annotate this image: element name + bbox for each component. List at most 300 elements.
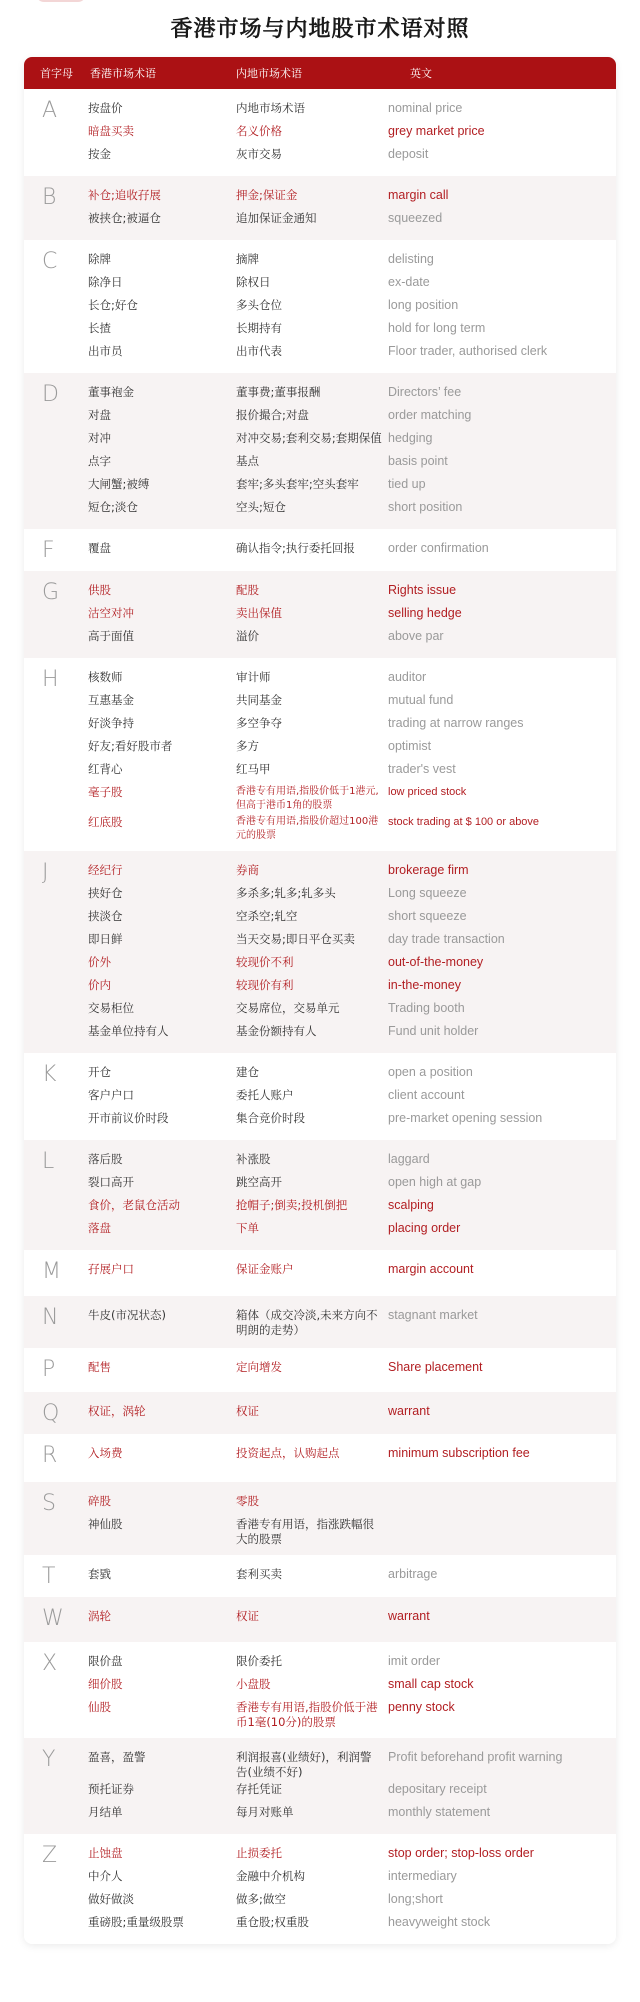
- table-row: [82, 691, 616, 714]
- hk-term-cell: 权证，涡轮: [88, 1404, 146, 1418]
- mainland-term-cell: 押金;保证金: [236, 188, 298, 202]
- section-letter: K: [42, 1062, 57, 1087]
- table-row: [82, 1607, 616, 1630]
- header-mainland-term: 内地市场术语: [236, 67, 302, 80]
- hk-term-cell: 重磅股;重量级股票: [88, 1915, 184, 1929]
- mainland-term-cell: 香港专有用语,指股价超过100港元的股票: [236, 816, 379, 841]
- section-rows: [82, 581, 616, 650]
- english-term-cell: Floor trader, authorised clerk: [388, 344, 548, 358]
- section-rows: [82, 1565, 616, 1589]
- table-row: [82, 122, 616, 145]
- hk-term-cell: 沽空对冲: [88, 606, 134, 620]
- section-rows: [82, 1063, 616, 1132]
- table-row: [82, 1358, 616, 1381]
- mainland-term-cell: 补涨股: [236, 1152, 271, 1166]
- section-j: [24, 851, 616, 1053]
- section-h: [24, 658, 616, 851]
- section-k: [24, 1053, 616, 1140]
- section-rows: [82, 1492, 616, 1547]
- table-row: [82, 627, 616, 650]
- english-term-cell: short position: [388, 500, 463, 514]
- table-row: [82, 783, 616, 813]
- table-row: [82, 760, 616, 783]
- header-english: 英文: [410, 67, 432, 80]
- section-rows: [82, 539, 616, 563]
- english-term-cell: mutual fund: [388, 693, 454, 707]
- section-a: [24, 89, 616, 176]
- table-row: [82, 1444, 616, 1467]
- table-row: [82, 452, 616, 475]
- english-term-cell: [382, 1517, 616, 1547]
- table-row: [82, 714, 616, 737]
- hk-term-cell: 对盘: [88, 408, 111, 422]
- hk-term-cell: 客户户口: [88, 1088, 134, 1102]
- english-term-cell: tied up: [388, 477, 426, 491]
- section-rows: [82, 1844, 616, 1936]
- section-x: [24, 1642, 616, 1738]
- mainland-term-cell: 建仓: [236, 1065, 259, 1079]
- mainland-term-cell: 报价撮合;对盘: [236, 408, 309, 422]
- english-term-cell: hedging: [388, 431, 433, 445]
- hk-term-cell: 挟淡仓: [88, 909, 123, 923]
- mainland-term-cell: 抢帽子;倒卖;投机倒把: [236, 1198, 348, 1212]
- hk-term-cell: 挟好仓: [88, 886, 123, 900]
- table-row: [82, 319, 616, 342]
- hk-term-cell: 开市前议价时段: [88, 1111, 169, 1125]
- mainland-term-cell: 红马甲: [236, 762, 271, 776]
- mainland-term-cell: 存托凭证: [236, 1782, 282, 1796]
- mainland-term-cell: 多头仓位: [236, 298, 282, 312]
- english-term-cell: optimist: [388, 739, 432, 753]
- table-row: [82, 1402, 616, 1425]
- table-row: [82, 1492, 616, 1515]
- hk-term-cell: 基金单位持有人: [88, 1024, 169, 1038]
- table-row: [82, 475, 616, 498]
- hk-term-cell: 细价股: [88, 1677, 123, 1691]
- english-term-cell: stock trading at $ 100 or above: [388, 816, 540, 828]
- mainland-term-cell: 零股: [236, 1494, 259, 1508]
- table-row: [82, 1109, 616, 1132]
- section-letter: J: [42, 860, 49, 885]
- table-row: [82, 1913, 616, 1936]
- english-term-cell: trader's vest: [388, 762, 456, 776]
- hk-term-cell: 做好做淡: [88, 1892, 134, 1906]
- mainland-term-cell: 溢价: [236, 629, 259, 643]
- english-term-cell: hold for long term: [388, 321, 486, 335]
- hk-term-cell: 红背心: [88, 762, 123, 776]
- hk-term-cell: 除净日: [88, 275, 123, 289]
- english-term-cell: brokerage firm: [388, 863, 469, 877]
- table-row: [82, 907, 616, 930]
- english-term-cell: open a position: [388, 1065, 473, 1079]
- english-term-cell: stop order; stop-loss order: [388, 1846, 534, 1860]
- table-row: [82, 668, 616, 691]
- mainland-term-cell: 权证: [236, 1609, 259, 1623]
- hk-term-cell: 出市员: [88, 344, 123, 358]
- hk-term-cell: 配售: [88, 1360, 111, 1374]
- section-rows: [82, 99, 616, 168]
- english-term-cell: heavyweight stock: [388, 1915, 491, 1929]
- mainland-term-cell: 灰市交易: [236, 147, 282, 161]
- english-term-cell: deposit: [388, 147, 429, 161]
- section-letter: A: [42, 98, 58, 123]
- english-term-cell: delisting: [388, 252, 434, 266]
- section-letter: D: [42, 382, 59, 407]
- table-row: [82, 209, 616, 232]
- table-row: [82, 930, 616, 953]
- hk-term-cell: 按盘价: [88, 101, 123, 115]
- english-term-cell: auditor: [388, 670, 427, 684]
- english-term-cell: order matching: [388, 408, 472, 422]
- mainland-term-cell: 香港专有用语，指涨跌幅很大的股票: [236, 1517, 374, 1546]
- section-letter: S: [42, 1491, 56, 1516]
- hk-term-cell: 好友;看好股市者: [88, 739, 173, 753]
- hk-term-cell: 覆盘: [88, 541, 111, 555]
- table-row: [82, 1260, 616, 1283]
- table-row: [82, 273, 616, 296]
- table-row: [82, 1022, 616, 1045]
- section-letter: Q: [42, 1401, 60, 1426]
- english-term-cell: ex-date: [388, 275, 430, 289]
- hk-term-cell: 长仓;好仓: [88, 298, 138, 312]
- section-rows: [82, 1260, 616, 1288]
- english-term-cell: trading at narrow ranges: [388, 716, 524, 730]
- mainland-term-cell: 做多;做空: [236, 1892, 286, 1906]
- hk-term-cell: 盈喜，盈警: [88, 1750, 146, 1764]
- english-term-cell: stagnant market: [388, 1308, 478, 1322]
- section-letter: Y: [42, 1747, 56, 1772]
- mainland-term-cell: 配股: [236, 583, 259, 597]
- table-row: [82, 884, 616, 907]
- english-term-cell: day trade transaction: [388, 932, 505, 946]
- english-term-cell: order confirmation: [388, 541, 489, 555]
- mainland-term-cell: 董事费;董事报酬: [236, 385, 321, 399]
- section-rows: [82, 1607, 616, 1634]
- english-term-cell: in-the-money: [388, 978, 461, 992]
- section-n: [24, 1296, 616, 1348]
- section-letter: L: [42, 1149, 55, 1174]
- mainland-term-cell: 箱体（成交冷淡,未来方向不明朗的走势）: [236, 1308, 378, 1337]
- mainland-term-cell: 香港专有用语,指股价低于1港元,但高于港币1角的股票: [236, 786, 379, 811]
- hk-term-cell: 点字: [88, 454, 111, 468]
- mainland-term-cell: 套利买卖: [236, 1567, 282, 1581]
- table-row: [82, 1063, 616, 1086]
- section-letter: N: [42, 1305, 59, 1330]
- table-row: [82, 813, 616, 843]
- section-d: [24, 373, 616, 529]
- mainland-term-cell: 长期持有: [236, 321, 282, 335]
- english-term-cell: Fund unit holder: [388, 1024, 479, 1038]
- hk-term-cell: 核数师: [88, 670, 123, 684]
- mainland-term-cell: 套牢;多头套牢;空头套牢: [236, 477, 359, 491]
- hk-term-cell: 短仓;淡仓: [88, 500, 138, 514]
- table-row: [82, 1219, 616, 1242]
- hk-term-cell: 毫子股: [88, 785, 123, 799]
- english-term-cell: arbitrage: [388, 1567, 438, 1581]
- section-rows: [82, 383, 616, 521]
- table-row: [82, 953, 616, 976]
- section-s: [24, 1482, 616, 1555]
- hk-term-cell: 限价盘: [88, 1654, 123, 1668]
- english-term-cell: open high at gap: [388, 1175, 482, 1189]
- table-row: [82, 186, 616, 209]
- section-letter: W: [42, 1606, 64, 1631]
- mainland-term-cell: 追加保证金通知: [236, 211, 317, 225]
- section-letter: R: [42, 1443, 58, 1468]
- table-row: [82, 539, 616, 562]
- table-row: [82, 999, 616, 1022]
- section-q: [24, 1392, 616, 1434]
- section-rows: [82, 1444, 616, 1474]
- english-term-cell: long;short: [388, 1892, 443, 1906]
- mainland-term-cell: 出市代表: [236, 344, 282, 358]
- section-rows: [82, 1306, 616, 1340]
- mainland-term-cell: 小盘股: [236, 1677, 271, 1691]
- english-term-cell: squeezed: [388, 211, 443, 225]
- mainland-term-cell: 卖出保值: [236, 606, 282, 620]
- english-term-cell: out-of-the-money: [388, 955, 484, 969]
- english-term-cell: basis point: [388, 454, 448, 468]
- hk-term-cell: 交易柜位: [88, 1001, 134, 1015]
- table-row: [82, 1803, 616, 1826]
- section-rows: [82, 186, 616, 232]
- hk-term-cell: 供股: [88, 583, 111, 597]
- section-f: [24, 529, 616, 571]
- table-row: [82, 1748, 616, 1780]
- table-header: [24, 57, 616, 89]
- table-row: [82, 581, 616, 604]
- hk-term-cell: 涡轮: [88, 1609, 111, 1623]
- hk-term-cell: 开仓: [88, 1065, 111, 1079]
- english-term-cell: placing order: [388, 1221, 461, 1235]
- hk-term-cell: 落盘: [88, 1221, 111, 1235]
- mainland-term-cell: 基金份额持有人: [236, 1024, 317, 1038]
- english-term-cell: warrant: [388, 1404, 430, 1418]
- hk-term-cell: 大闸蟹;被缚: [88, 477, 150, 491]
- english-term-cell: laggard: [388, 1152, 430, 1166]
- english-term-cell: Share placement: [388, 1360, 483, 1374]
- english-term-cell: depositary receipt: [388, 1782, 487, 1796]
- hk-term-cell: 补仓;追收孖展: [88, 188, 161, 202]
- table-row: [82, 1173, 616, 1196]
- mainland-term-cell: 委托人账户: [236, 1088, 294, 1102]
- table-row: [82, 1652, 616, 1675]
- section-z: [24, 1834, 616, 1944]
- english-term-cell: [382, 1494, 616, 1515]
- english-term-cell: client account: [388, 1088, 465, 1102]
- english-term-cell: Trading booth: [388, 1001, 465, 1015]
- section-letter: G: [42, 580, 60, 605]
- english-term-cell: imit order: [388, 1654, 441, 1668]
- section-rows: [82, 1748, 616, 1826]
- table-row: [82, 1565, 616, 1588]
- english-term-cell: monthly statement: [388, 1805, 491, 1819]
- mainland-term-cell: 空头;短仓: [236, 500, 286, 514]
- hk-term-cell: 被挟仓;被逼仓: [88, 211, 161, 225]
- mainland-term-cell: 多空争夺: [236, 716, 282, 730]
- section-letter: M: [42, 1259, 61, 1284]
- hk-term-cell: 食价，老鼠仓活动: [88, 1198, 180, 1212]
- mainland-term-cell: 审计师: [236, 670, 271, 684]
- hk-term-cell: 互惠基金: [88, 693, 134, 707]
- hk-term-cell: 止蚀盘: [88, 1846, 123, 1860]
- hk-term-cell: 好淡争持: [88, 716, 134, 730]
- hk-term-cell: 对冲: [88, 431, 111, 445]
- section-r: [24, 1434, 616, 1482]
- section-rows: [82, 1358, 616, 1384]
- table-row: [82, 342, 616, 365]
- hk-term-cell: 红底股: [88, 815, 123, 829]
- english-term-cell: small cap stock: [388, 1677, 474, 1691]
- mainland-term-cell: 当天交易;即日平仓买卖: [236, 932, 355, 946]
- glossary-table: [24, 57, 616, 1944]
- mainland-term-cell: 共同基金: [236, 693, 282, 707]
- hk-term-cell: 即日鲜: [88, 932, 123, 946]
- section-rows: [82, 861, 616, 1045]
- mainland-term-cell: 重仓股;权重股: [236, 1915, 309, 1929]
- mainland-term-cell: 止损委托: [236, 1846, 282, 1860]
- mainland-term-cell: 内地市场术语: [236, 101, 305, 115]
- mainland-term-cell: 名义价格: [236, 124, 282, 138]
- hk-term-cell: 碎股: [88, 1494, 111, 1508]
- table-body: [24, 89, 616, 1944]
- mainland-term-cell: 除权日: [236, 275, 271, 289]
- hk-term-cell: 价外: [88, 955, 111, 969]
- section-letter: X: [42, 1651, 58, 1676]
- section-w: [24, 1597, 616, 1642]
- mainland-term-cell: 权证: [236, 1404, 259, 1418]
- table-row: [82, 1515, 616, 1547]
- english-term-cell: minimum subscription fee: [388, 1446, 530, 1460]
- hk-term-cell: 高于面值: [88, 629, 134, 643]
- section-m: [24, 1250, 616, 1296]
- mainland-term-cell: 下单: [236, 1221, 259, 1235]
- section-rows: [82, 1402, 616, 1426]
- hk-term-cell: 董事袍金: [88, 385, 134, 399]
- table-row: [82, 1086, 616, 1109]
- mainland-term-cell: 保证金账户: [236, 1262, 294, 1276]
- english-term-cell: nominal price: [388, 101, 463, 115]
- section-letter: Z: [42, 1843, 58, 1868]
- mainland-term-cell: 券商: [236, 863, 259, 877]
- table-row: [82, 1306, 616, 1338]
- hk-term-cell: 神仙股: [88, 1517, 123, 1531]
- section-y: [24, 1738, 616, 1834]
- table-row: [82, 976, 616, 999]
- mainland-term-cell: 限价委托: [236, 1654, 282, 1668]
- section-g: [24, 571, 616, 658]
- mainland-term-cell: 较现价不利: [236, 955, 294, 969]
- hk-term-cell: 入场费: [88, 1446, 123, 1460]
- section-c: [24, 240, 616, 373]
- top-tab-decoration: [36, 0, 86, 2]
- hk-term-cell: 除牌: [88, 252, 111, 266]
- mainland-term-cell: 金融中介机构: [236, 1869, 305, 1883]
- table-row: [82, 250, 616, 273]
- section-b: [24, 176, 616, 240]
- hk-term-cell: 仙股: [88, 1700, 111, 1714]
- table-row: [82, 498, 616, 521]
- hk-term-cell: 牛皮(市况状态): [88, 1308, 166, 1322]
- table-row: [82, 145, 616, 168]
- table-row: [82, 604, 616, 627]
- mainland-term-cell: 每月对账单: [236, 1805, 294, 1819]
- mainland-term-cell: 确认指令;执行委托回报: [236, 541, 355, 555]
- english-term-cell: Directors’ fee: [388, 385, 462, 399]
- table-row: [82, 429, 616, 452]
- table-row: [82, 383, 616, 406]
- hk-term-cell: 按金: [88, 147, 111, 161]
- table-row: [82, 1780, 616, 1803]
- english-term-cell: Rights issue: [388, 583, 457, 597]
- section-rows: [82, 1652, 616, 1730]
- mainland-term-cell: 空杀空;轧空: [236, 909, 298, 923]
- mainland-term-cell: 摘牌: [236, 252, 259, 266]
- mainland-term-cell: 香港专有用语,指股价低于港币1毫(10分)的股票: [236, 1700, 378, 1729]
- table-row: [82, 406, 616, 429]
- table-row: [82, 1867, 616, 1890]
- hk-term-cell: 长揸: [88, 321, 111, 335]
- section-letter: H: [42, 667, 59, 692]
- english-term-cell: short squeeze: [388, 909, 467, 923]
- mainland-term-cell: 交易席位，交易单元: [236, 1001, 340, 1015]
- english-term-cell: Profit beforehand profit warning: [388, 1750, 563, 1764]
- section-t: [24, 1555, 616, 1597]
- hk-term-cell: 落后股: [88, 1152, 123, 1166]
- mainland-term-cell: 多方: [236, 739, 259, 753]
- english-term-cell: margin call: [388, 188, 449, 202]
- mainland-term-cell: 利润报喜(业绩好)，利润警告(业绩不好): [236, 1750, 372, 1779]
- hk-term-cell: 预托证券: [88, 1782, 134, 1796]
- mainland-term-cell: 定向增发: [236, 1360, 282, 1374]
- english-term-cell: Long squeeze: [388, 886, 467, 900]
- section-letter: T: [42, 1564, 56, 1589]
- table-row: [82, 1890, 616, 1913]
- hk-term-cell: 孖展户口: [88, 1262, 134, 1276]
- hk-term-cell: 价内: [88, 978, 111, 992]
- section-l: [24, 1140, 616, 1250]
- mainland-term-cell: 多杀多;轧多;轧多头: [236, 886, 336, 900]
- english-term-cell: selling hedge: [388, 606, 462, 620]
- hk-term-cell: 经纪行: [88, 863, 123, 877]
- english-term-cell: margin account: [388, 1262, 474, 1276]
- hk-term-cell: 套戥: [88, 1567, 111, 1581]
- section-rows: [82, 250, 616, 365]
- table-row: [82, 1844, 616, 1867]
- english-term-cell: grey market price: [388, 124, 485, 138]
- table-row: [82, 296, 616, 319]
- english-term-cell: above par: [388, 629, 444, 643]
- section-rows: [82, 668, 616, 843]
- mainland-term-cell: 对冲交易;套利交易;套期保值: [236, 431, 382, 445]
- table-row: [82, 861, 616, 884]
- table-row: [82, 1196, 616, 1219]
- table-row: [82, 1675, 616, 1698]
- hk-term-cell: 暗盘买卖: [88, 124, 134, 138]
- mainland-term-cell: 投资起点，认购起点: [236, 1446, 340, 1460]
- section-letter: F: [42, 538, 55, 563]
- mainland-term-cell: 较现价有利: [236, 978, 294, 992]
- section-letter: B: [42, 185, 57, 210]
- header-hk-term: 香港市场术语: [90, 67, 156, 80]
- english-term-cell: penny stock: [388, 1700, 455, 1714]
- english-term-cell: low priced stock: [388, 786, 467, 798]
- english-term-cell: intermediary: [388, 1869, 457, 1883]
- table-row: [82, 737, 616, 760]
- page-title: 香港市场与内地股市术语对照: [170, 17, 470, 42]
- mainland-term-cell: 跳空高开: [236, 1175, 282, 1189]
- english-term-cell: warrant: [388, 1609, 430, 1623]
